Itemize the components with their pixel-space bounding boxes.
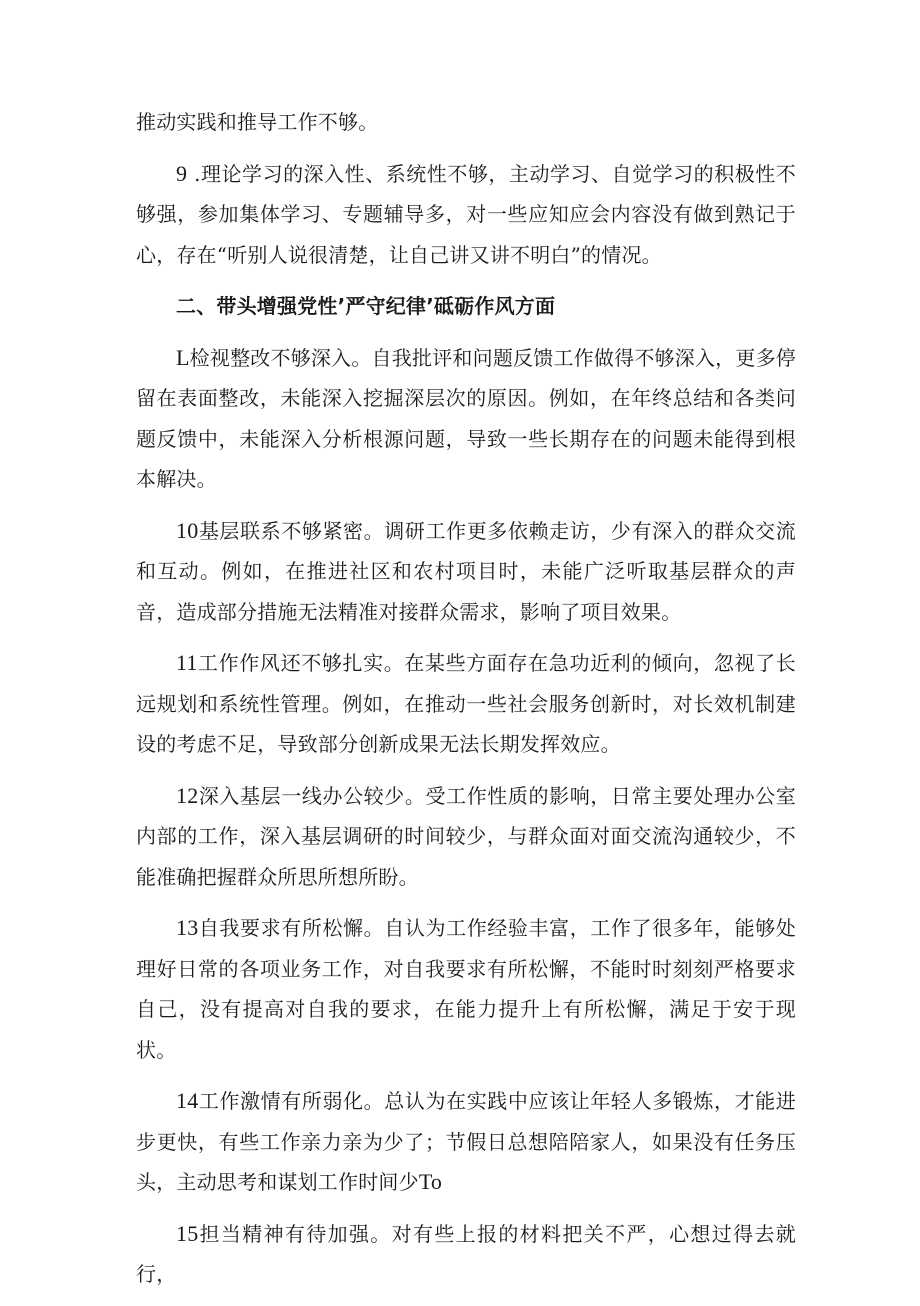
- paragraph-tail: To: [418, 1169, 443, 1194]
- item-number: 12: [176, 782, 199, 808]
- item-number: 15: [176, 1220, 199, 1246]
- paragraph-item-13: [136, 908, 796, 1070]
- paragraph-text: 担当精神有待加强。对有些上报的材料把关不严，心想过得去就行，: [136, 1221, 796, 1286]
- paragraph-item-9: [136, 154, 796, 276]
- document-page: [136, 102, 796, 1306]
- paragraph-text: 自我要求有所松懈。自认为工作经验丰富，工作了很多年，能够处理好日常的各项业务工作，对自我要求有所松懈，不能时时刻刻严格要求自己，没有提高对自我的要求，在能力提升上有所松懈，满足于安于现状。: [136, 916, 796, 1062]
- paragraph-text: 工作激情有所弱化。总认为在实践中应该让年轻人多锻炼，才能进步更快，有些工作亲力亲为少了；节假日总想陪陪家人，如果没有任务压头，主动思考和谋划工作时间少: [136, 1089, 796, 1194]
- item-number: L: [176, 344, 190, 370]
- paragraph-item-10: [136, 511, 796, 633]
- paragraph-text: 基层联系不够紧密。调研工作更多依赖走访，少有深入的群众交流和互动。例如，在推进社区和农村项目时，未能广泛听取基层群众的声音，造成部分措施无法精准对接群众需求，影响了项目效果。: [136, 518, 796, 624]
- paragraph-item-14: [136, 1081, 796, 1203]
- section-heading: [136, 286, 796, 327]
- paragraph-text: 深入基层一线办公较少。受工作性质的影响，日常主要处理办公室内部的工作，深入基层调研的时间较少，与群众面对面交流沟通较少，不能准确把握群众所思所想所盼。: [136, 783, 796, 889]
- paragraph-text: 推动实践和推导工作不够。: [136, 110, 379, 134]
- item-number: 14: [176, 1088, 199, 1113]
- paragraph-text: 检视整改不够深入。自我批评和问题反馈工作做得不够深入，更多停留在表面整改，未能深入挖掘深层次的原因。例如，在年终总结和各类问题反馈中，未能深入分析根源问题，导致一些长期存在的问题未能得到根本解决。: [136, 345, 796, 491]
- heading-text: 二、带头增强党性’严守纪律’砥砺作风方面: [176, 294, 556, 318]
- item-number: 13: [176, 915, 199, 940]
- paragraph-text: 工作作风还不够扎实。在某些方面存在急功近利的倾向，忽视了长远规划和系统性管理。例如，在推动一些社会服务创新时，对长效机制建设的考虑不足，导致部分创新成果无法长期发挥效应。: [136, 651, 796, 756]
- paragraph-item-15: [136, 1214, 796, 1295]
- paragraph-continuation: [136, 102, 796, 143]
- item-number: 9: [176, 160, 188, 186]
- paragraph-item-11: [136, 643, 796, 765]
- item-number: 11: [176, 650, 198, 675]
- paragraph-item-l: [136, 338, 796, 500]
- item-number: 10: [176, 517, 199, 543]
- paragraph-text: .理论学习的深入性、系统性不够，主动学习、自觉学习的积极性不够强，参加集体学习、专题辅导多，对一些应知应会内容没有做到熟记于心，存在“听别人说很清楚，让自己讲又讲不明白”的情况。: [136, 161, 796, 267]
- paragraph-item-12: [136, 776, 796, 898]
